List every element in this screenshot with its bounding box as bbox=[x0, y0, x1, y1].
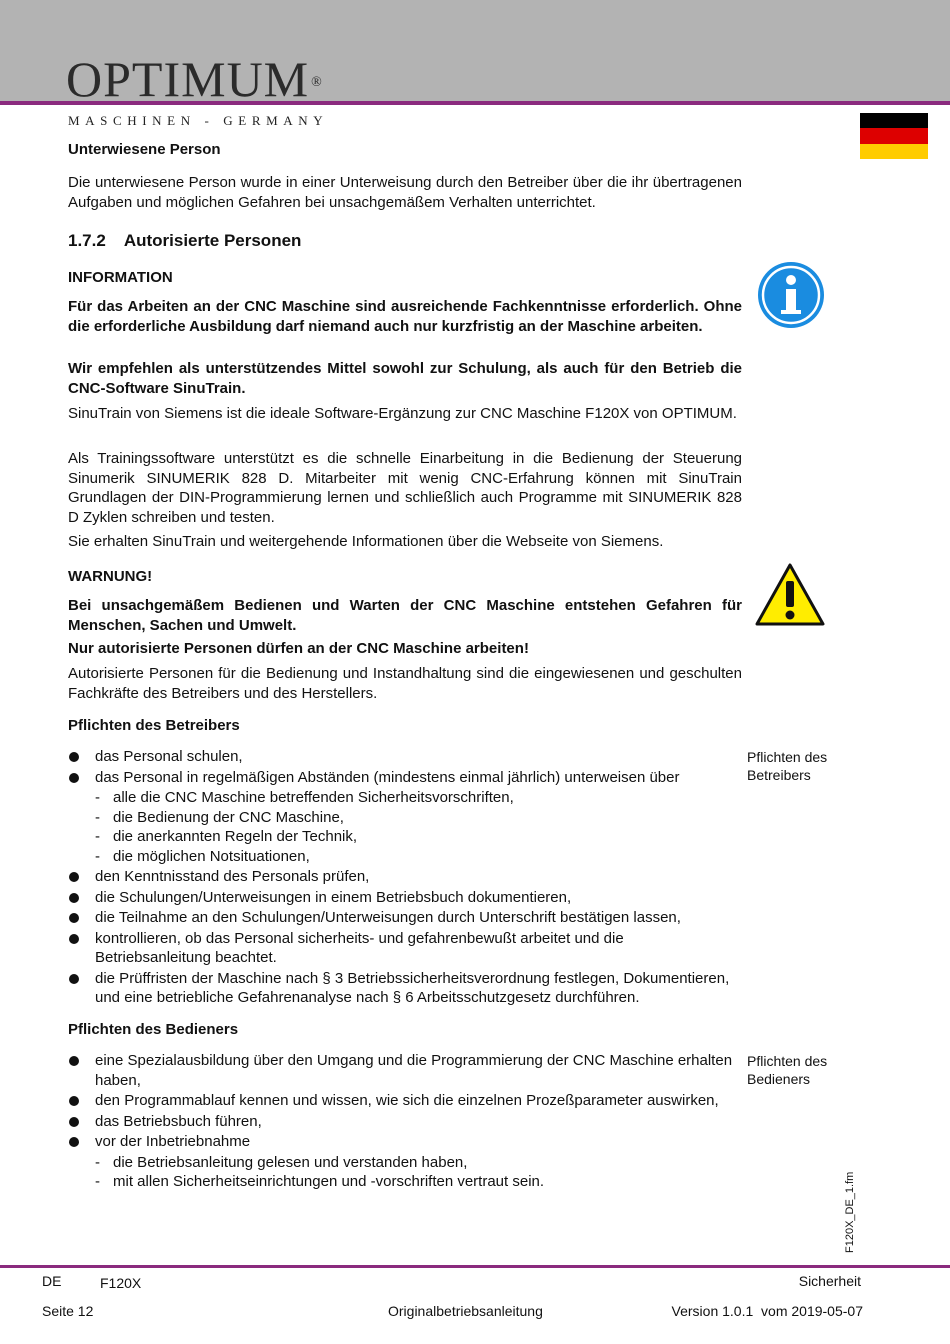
dash-marker: - bbox=[95, 1173, 100, 1190]
dash-marker: - bbox=[95, 828, 100, 845]
warning-bold-paragraph-1: Bei unsachgemäßem Bedienen und Warten der CNC Maschine entstehen Gefahren für Menschen, Sachen und Umwelt. bbox=[68, 597, 742, 634]
list-item bbox=[68, 1112, 742, 1132]
section-title: Autorisierte Personen bbox=[123, 231, 302, 250]
sub-list-item-text: die Bedienung der CNC Maschine, bbox=[113, 808, 344, 826]
info-bold-paragraph-1: Für das Arbeiten an der CNC Maschine sind ausreichende Fachkenntnisse erforderlich. Ohne die erforderliche Ausbildung darf niemand auch nur kurzfristig an der Maschine arbeiten. bbox=[68, 298, 742, 335]
bullet-icon bbox=[69, 773, 79, 783]
flag-stripe-gold bbox=[860, 144, 928, 159]
list-item bbox=[68, 747, 742, 767]
list-pflichten-bediener bbox=[68, 1051, 742, 1192]
list-item-text: eine Spezialausbildung über den Umgang und die Programmierung der CNC Maschine erhalten haben, bbox=[95, 1052, 733, 1089]
heading-pflichten-bediener: Pflichten des Bedieners bbox=[68, 1021, 239, 1038]
margin-note-line: Pflichten des bbox=[747, 749, 828, 765]
flag-stripe-black bbox=[860, 113, 928, 128]
information-icon bbox=[757, 261, 825, 329]
bullet-icon bbox=[69, 872, 79, 882]
list-item bbox=[68, 1051, 742, 1090]
info-paragraph-1: SinuTrain von Siemens ist die ideale Software-Ergänzung zur CNC Maschine F120X von OPTIMUM. bbox=[68, 405, 737, 422]
dash-marker: - bbox=[95, 1153, 100, 1171]
sub-list-item-text: die möglichen Notsituationen, bbox=[113, 847, 310, 865]
logo-tagline: MASCHINEN - GERMANY bbox=[68, 113, 329, 128]
bullet-icon bbox=[69, 974, 79, 984]
list-item-text: den Kenntnisstand des Personals prüfen, bbox=[95, 868, 370, 885]
flag-stripe-red bbox=[860, 128, 928, 143]
list-item bbox=[68, 969, 742, 1008]
sub-list-item bbox=[68, 1153, 742, 1173]
bullet-icon bbox=[69, 1137, 79, 1147]
list-item bbox=[68, 1091, 742, 1111]
list-item-text: das Personal in regelmäßigen Abständen (mindestens einmal jährlich) unterweisen über bbox=[95, 768, 680, 786]
bullet-icon bbox=[69, 752, 79, 762]
list-item bbox=[68, 929, 742, 968]
warning-bold-paragraph-2: Nur autorisierte Personen dürfen an der CNC Maschine arbeiten! bbox=[68, 640, 529, 657]
list-item bbox=[68, 1132, 742, 1152]
list-item-text: die Teilnahme an den Schulungen/Unterweisungen durch Unterschrift bestätigen lassen, bbox=[95, 909, 681, 926]
info-paragraph-2: Als Trainingssoftware unterstützt es die schnelle Einarbeitung in die Bedienung der Steuerung Sinumerik SINUMERIK 828 D. Mitarbeiter mit wenig CNC-Erfahrung können mit SinuTrain Grundlagen der DIN-Programmierung lernen und schließlich auch Programme mit SINUMERIK 828 D Zyklen schreiben und testen. bbox=[68, 450, 742, 526]
list-item-text: den Programmablauf kennen und wissen, wie sich die einzelnen Prozeßparameter auswirken, bbox=[95, 1092, 719, 1109]
list-item bbox=[68, 768, 742, 788]
margin-note-line: Betreibers bbox=[747, 767, 811, 783]
footer-chapter: Sicherheit bbox=[798, 1273, 861, 1289]
footer-rule bbox=[0, 1265, 950, 1268]
heading-unterwiesene-person: Unterwiesene Person bbox=[68, 141, 221, 158]
section-number: 1.7.2 bbox=[68, 231, 106, 250]
list-item-text: kontrollieren, ob das Personal sicherheits- und gefahrenbewußt arbeitet und die Betriebsanleitung beachtet. bbox=[95, 929, 624, 966]
footer-version: Version 1.0.1 vom 2019-05-07 bbox=[671, 1303, 863, 1319]
info-bold-paragraph-2: Wir empfehlen als unterstützendes Mittel sowohl zur Schulung, als auch für den Betrieb die CNC-Software SinuTrain. bbox=[68, 360, 742, 397]
bullet-icon bbox=[69, 1056, 79, 1066]
paragraph-unterwiesene-person: Die unterwiesene Person wurde in einer Unterweisung durch den Betreiber über die ihr übertragenen Aufgaben und möglichen Gefahren bei unsachgemäßem Verhalten unterrichtet. bbox=[68, 174, 742, 211]
footer-document-title: Originalbetriebsanleitung bbox=[388, 1303, 543, 1319]
bullet-icon bbox=[69, 1096, 79, 1106]
bullet-icon bbox=[69, 893, 79, 903]
list-item-text: die Prüffristen der Maschine nach § 3 Betriebssicherheitsverordnung festlegen, Dokumentieren, und eine betriebliche Gefahrenanalyse nach § 6 Arbeitsschutzgesetz durchführen. bbox=[95, 969, 730, 1006]
margin-note-line: Bedieners bbox=[747, 1071, 811, 1087]
list-item bbox=[68, 908, 742, 928]
heading-pflichten-betreiber: Pflichten des Betreibers bbox=[68, 717, 240, 734]
sub-list-item bbox=[68, 1172, 742, 1192]
sub-list-item bbox=[68, 847, 742, 867]
warning-paragraph: Autorisierte Personen für die Bedienung und Instandhaltung sind die eingewiesenen und geschulten Fachkräfte des Betreibers und des Herstellers. bbox=[68, 665, 742, 702]
warning-label: WARNUNG! bbox=[68, 568, 153, 585]
list-item-text: vor der Inbetriebnahme bbox=[95, 1133, 251, 1150]
footer-page-number: Seite 12 bbox=[42, 1303, 94, 1319]
sub-list-item-text: alle die CNC Maschine betreffenden Sicherheitsvorschriften, bbox=[113, 789, 514, 806]
german-flag-icon bbox=[860, 113, 928, 159]
list-pflichten-betreiber bbox=[68, 747, 742, 1009]
sub-list-item-text: die Betriebsanleitung gelesen und verstanden haben, bbox=[113, 1153, 468, 1171]
warning-triangle-icon bbox=[755, 563, 825, 626]
margin-note-bediener bbox=[747, 1052, 847, 1088]
bullet-icon bbox=[69, 913, 79, 923]
margin-note-betreiber bbox=[747, 748, 847, 784]
dash-marker: - bbox=[95, 808, 100, 826]
sub-list-item-text: mit allen Sicherheitseinrichtungen und -vorschriften vertraut sein. bbox=[113, 1173, 545, 1190]
list-item-text: das Personal schulen, bbox=[95, 748, 243, 765]
margin-note-line: Pflichten des bbox=[747, 1053, 828, 1069]
list-item bbox=[68, 867, 742, 887]
sub-list-item bbox=[68, 788, 742, 808]
info-label: INFORMATION bbox=[68, 269, 173, 286]
bullet-icon bbox=[69, 1117, 79, 1127]
list-item-text: das Betriebsbuch führen, bbox=[95, 1112, 262, 1130]
footer-language: DE bbox=[42, 1273, 62, 1289]
sub-list-item bbox=[68, 808, 742, 828]
info-paragraph-3: Sie erhalten SinuTrain und weitergehende Informationen über die Webseite von Siemens. bbox=[68, 533, 664, 550]
logo-registered-mark: ® bbox=[311, 75, 323, 90]
bullet-icon bbox=[69, 934, 79, 944]
footer-model: F120X bbox=[100, 1275, 142, 1291]
section-heading bbox=[68, 231, 742, 251]
list-item bbox=[68, 888, 742, 908]
dash-marker: - bbox=[95, 847, 100, 865]
optimum-logo bbox=[66, 51, 323, 107]
sub-list-item bbox=[68, 827, 742, 847]
logo-text: OPTIMUM bbox=[66, 51, 310, 107]
sub-list-item-text: die anerkannten Regeln der Technik, bbox=[113, 828, 358, 845]
list-item-text: die Schulungen/Unterweisungen in einem Betriebsbuch dokumentieren, bbox=[95, 888, 572, 906]
file-id-label: F120X_DE_1.fm bbox=[844, 1171, 856, 1253]
dash-marker: - bbox=[95, 789, 100, 806]
